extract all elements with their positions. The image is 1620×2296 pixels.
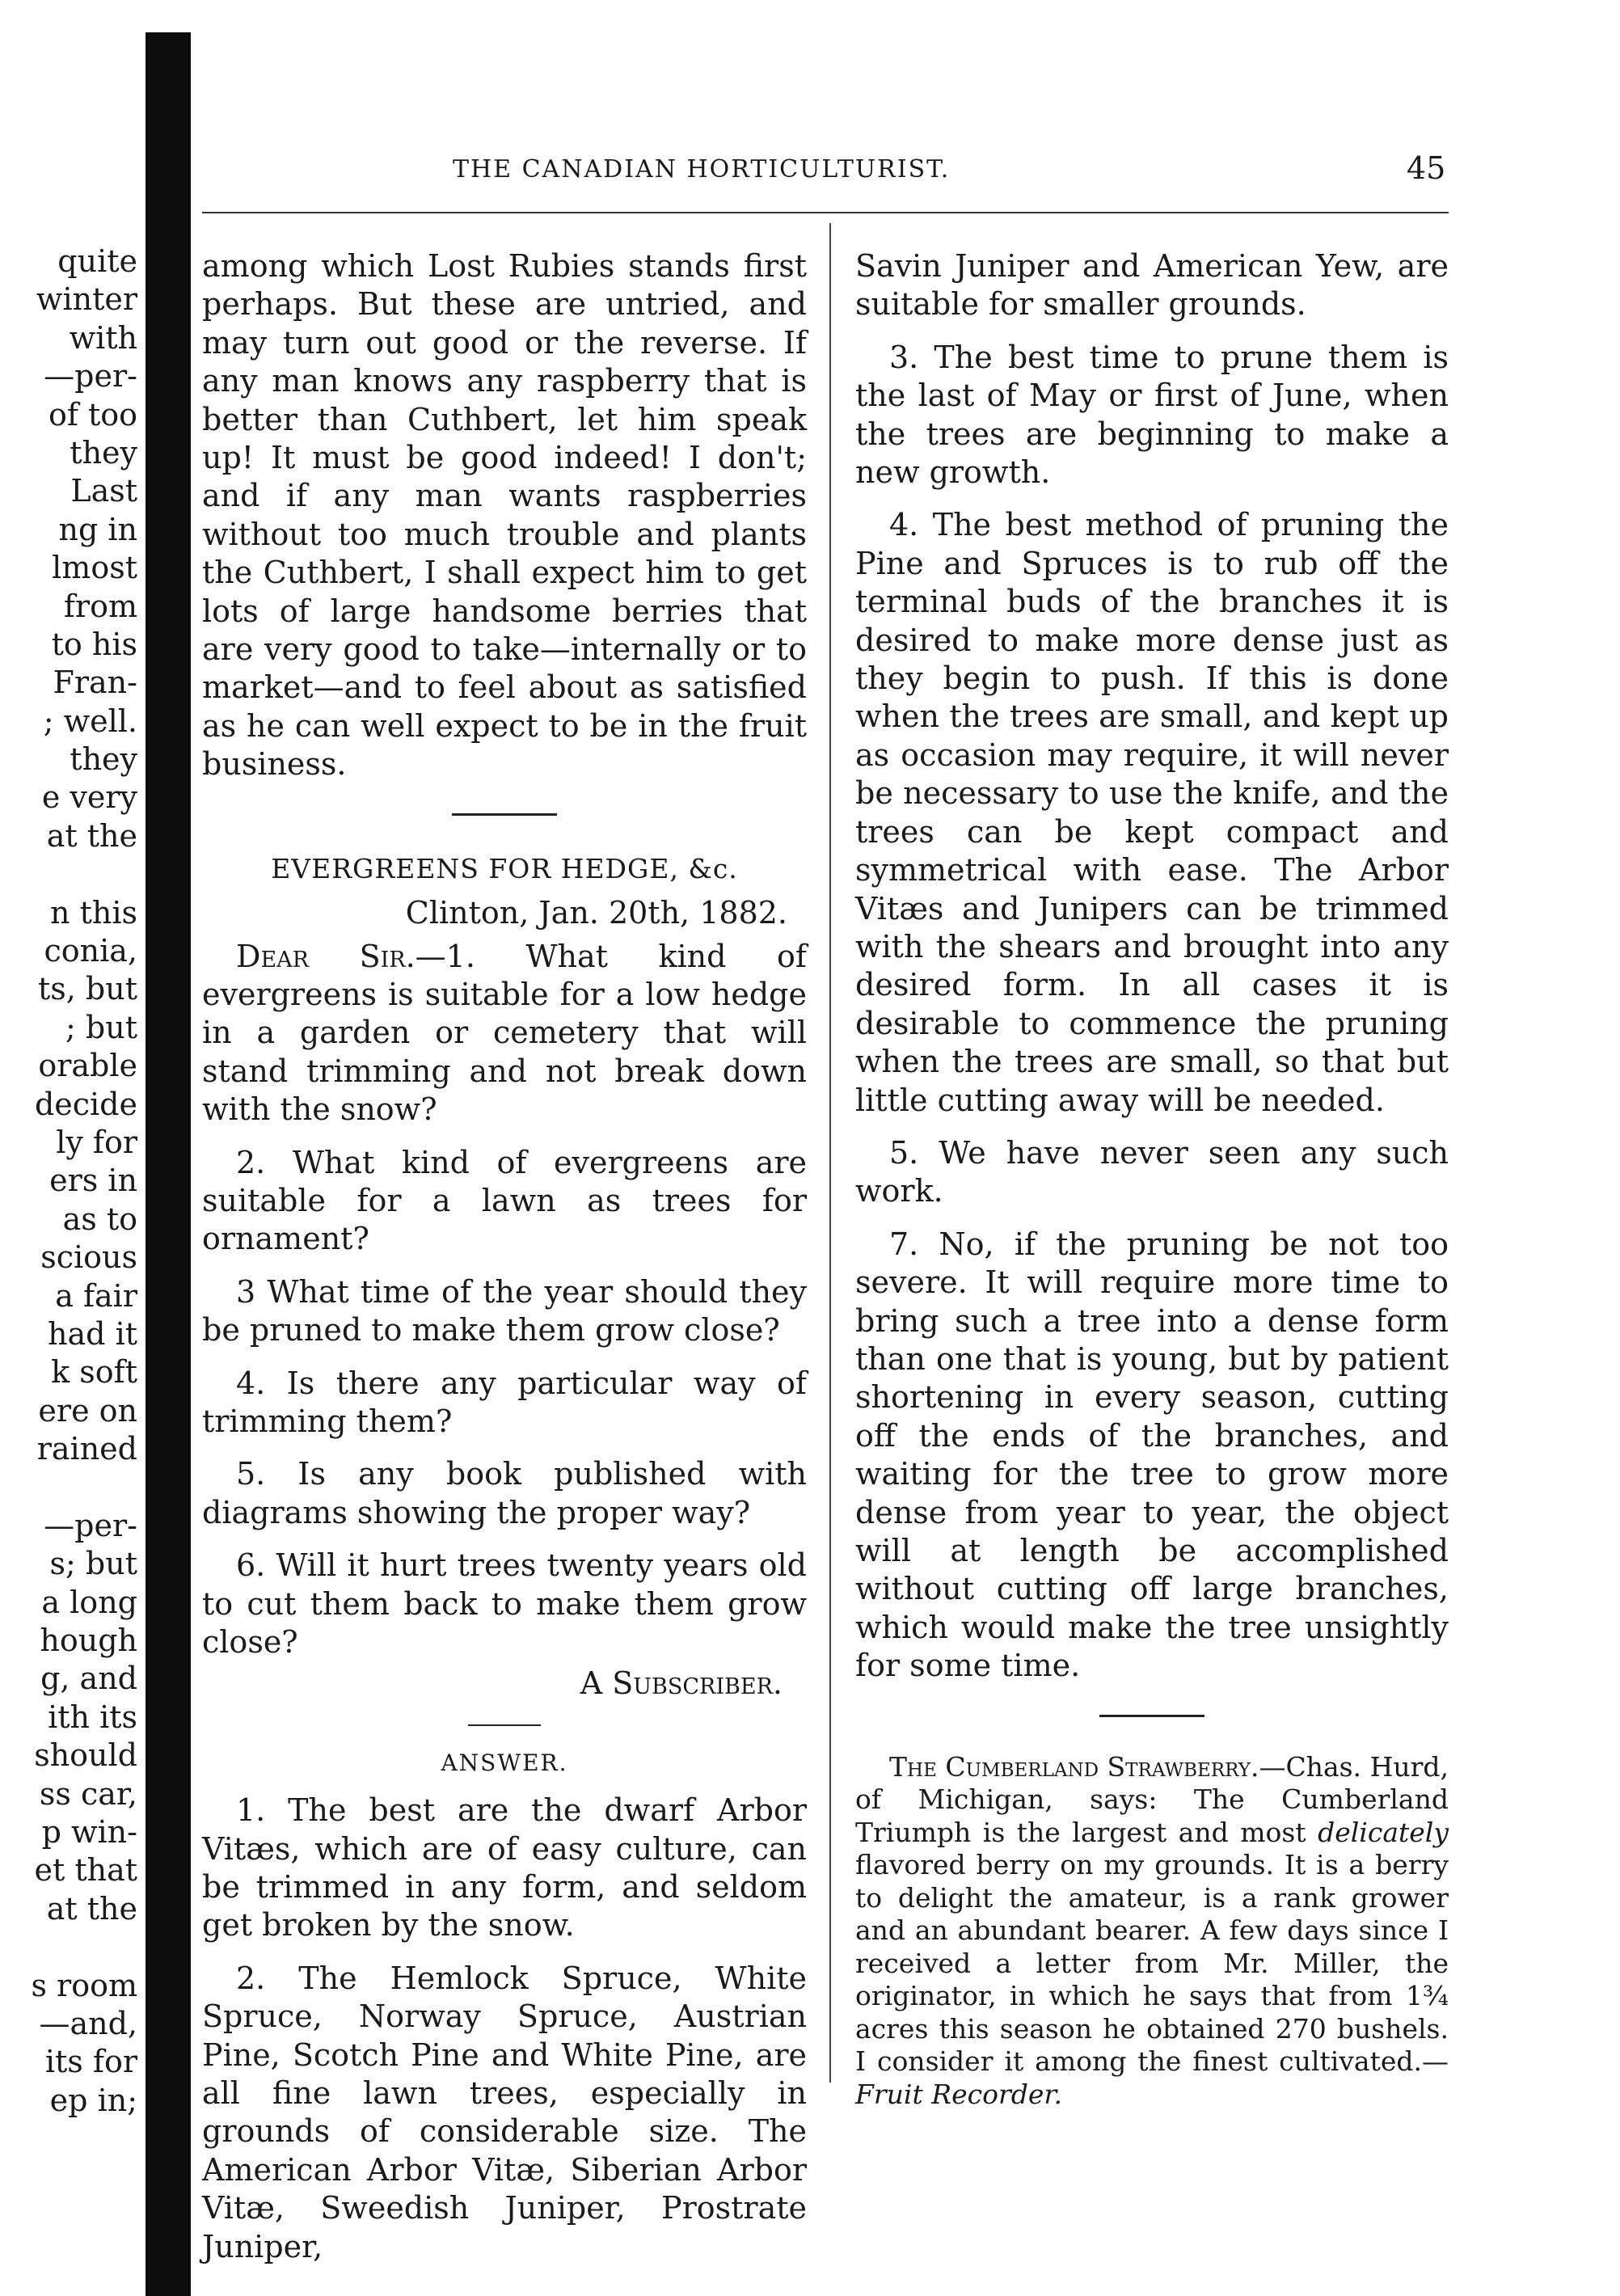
answer-7: 7. No, if the pruning be not too severe. It will require more time to bring such a tree into a dense form than one that is young, but by patient shortening in every season, cutting off the ends of the branches, and waiting for the tree to grow more dense from year to year, the object will at length be accomplished without cutting off large branches, which would make the tree unsightly for some time. [855,1226,1449,1684]
paragraph-continued-right: Savin Juniper and American Yew, are suitable for smaller grounds. [855,248,1449,323]
margin-fragment: lmost [52,550,137,586]
margin-fragment: ith its [48,1699,137,1735]
margin-fragment: they [70,741,137,778]
answer-5: 5. We have never seen any such work. [855,1134,1449,1209]
margin-fragment: to his [51,626,137,662]
margin-fragment: at the [46,1890,137,1927]
margin-fragment: g, and [40,1661,137,1697]
margin-fragment: k soft [51,1354,137,1391]
margin-fragment: Fran- [53,665,137,701]
answer-2: 2. The Hemlock Spruce, White Spruce, Norway Spruce, Austrian Pine, Scotch Pine and White Pine, are all fine lawn trees, especially in grounds of considerable size. The American Arbor Vitæ, Siberian Arbor Vitæ, Sweedish Juniper, Prostrate Juniper, [202,1960,807,2264]
margin-fragment: decide [34,1086,137,1122]
answer-heading: ANSWER. [441,1749,568,1776]
answer-rule [468,1724,541,1726]
margin-fragment: rained [36,1431,137,1467]
question-5: 5. Is any book published with diagrams showing the proper way? [202,1456,807,1530]
margin-fragment: as to [62,1201,137,1237]
previous-page-margin-fragments [0,243,137,2120]
question-4: 4. Is there any particular way of trimming them? [202,1365,807,1439]
signature: A Subscriber. [580,1665,783,1702]
margin-fragment: had it [48,1315,137,1352]
header-rule [202,212,1449,213]
answer-4: 4. The best method of pruning the Pine and Spruces is to rub off the terminal buds of the branches it is desired to make more dense just as they begin to push. If this is done when the trees are small, and kept up as occasion may require, it will never be necessary to use the knife, and the trees can be kept compact and symmetrical with ease. The Arbor Vitæs and Junipers can be trimmed with the shears and brought into any desired form. In all cases it is desirable to commence the pruning when the trees are small, so that but little cutting away will be needed. [855,507,1449,1118]
margin-fragment: winter [36,281,137,318]
margin-fragment: —and, [39,2005,137,2041]
margin-fragment: with [69,319,137,356]
section-rule-right [1099,1715,1204,1717]
margin-fragment: Last [70,473,137,509]
running-head: THE CANADIAN HORTICULTURIST. [453,155,951,184]
page-number: 45 [1407,150,1446,186]
answer-1: 1. The best are the dwarf Arbor Vitæs, which are of easy culture, can be trimmed in any form, and seldom get broken by the snow. [202,1792,807,1944]
item-title: The Cumberland Strawberry. [889,1750,1259,1783]
margin-fragment: ss car, [39,1775,137,1812]
section-rule [452,813,557,816]
margin-fragment: —per- [44,358,137,395]
binding-gutter [146,32,191,2296]
margin-fragment [0,1469,137,1507]
dateline: Clinton, Jan. 20th, 1882. [405,895,787,931]
margin-fragment: ; but [65,1009,137,1045]
margin-fragment: its for [44,2044,137,2080]
margin-fragment: hough [40,1623,137,1659]
question-3: 3 What time of the year should they be pruned to make them grow close? [202,1273,807,1348]
margin-fragment: et that [34,1852,137,1889]
margin-fragment [0,855,137,893]
margin-fragment [0,1928,137,1966]
margin-fragment: ep in; [49,2082,137,2118]
left-column [202,247,807,2281]
margin-fragment: conia, [44,933,137,969]
answer-3: 3. The best time to prune them is the last of May or first of June, when the trees are beginning to make a new growth. [855,339,1449,491]
margin-fragment: —per- [44,1507,137,1543]
right-column [855,247,1449,2125]
margin-fragment: ere on [38,1392,137,1429]
margin-fragment: p win- [41,1814,137,1851]
margin-fragment: s room [31,1967,137,2003]
margin-fragment: orable [38,1048,137,1084]
margin-fragment: e very [41,779,137,816]
question-2: 2. What kind of evergreens are suitable for a lawn as trees for ornament? [202,1144,807,1257]
margin-fragment: ; well. [43,703,137,739]
margin-fragment: a fair [55,1277,137,1314]
article-title: EVERGREENS FOR HEDGE, &c. [271,852,738,884]
margin-fragment: a long [41,1584,137,1620]
margin-fragment: n this [50,894,137,931]
margin-fragment: at the [46,817,137,854]
paragraph-continued: among which Lost Rubies stands first perhaps. But these are untried, and may turn out good or the reverse. If any man knows any raspberry that is better than Cuthbert, let him speak up! It must be good indeed! I don't; and if any man wants raspberries without too much trouble and plants the Cuthbert, I shall expect him to get lots of large handsome berries that are very good to take—internally or to market—and to feel about as satisfied as he can well expect to be in the fruit business. [202,248,807,783]
salutation: Dear Sir. [236,938,416,974]
margin-fragment: ers in [49,1163,137,1199]
strawberry-item: The Cumberland Strawberry.—Chas. Hurd, of Michigan, says: The Cumberland Triumph is the largest and most delicately flavored berry on my grounds. It is a berry to delight the amateur, is a rank grower and an abundant bearer. A few days since I received a letter from Mr. Miller, the originator, in which he says that from 1¾ acres this season he obtained 270 bushels. I consider it among the finest cultivated.—Fruit Recorder. [855,1750,1449,2110]
margin-fragment: from [63,588,137,624]
margin-fragment: ly for [56,1124,137,1160]
question-1: Dear Sir.—1. What kind of evergreens is suitable for a low hedge in a garden or cemetery that will stand trimming and not break down with the snow? [202,938,807,1128]
margin-fragment: s; but [49,1546,137,1582]
margin-fragment: quite [57,243,137,279]
margin-fragment: they [70,434,137,471]
margin-fragment: of too [48,396,137,433]
margin-fragment: ng in [58,511,137,547]
item-source: Fruit Recorder. [855,2078,1063,2110]
margin-fragment: scious [40,1239,137,1276]
column-divider [829,223,831,2083]
margin-fragment: ts, but [38,971,137,1007]
question-6: 6. Will it hurt trees twenty years old to cut them back to make them grow close? [202,1547,807,1660]
margin-fragment: should [34,1737,137,1774]
